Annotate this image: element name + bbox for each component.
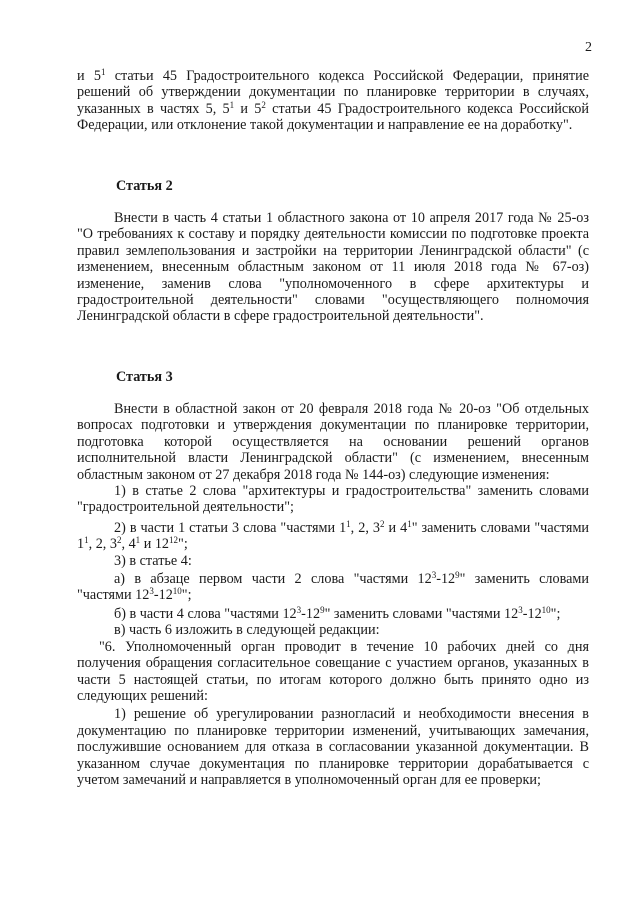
intro-paragraph: и $5^1$ статьи 45 Градостроительного кодекса Российской Федерации, принятие решений об утверждении документации по планировке территории в случаях, указанных в частях 5, $5^1$ и $5^2$ статьи 45 Градостроительного кодекса Российской Федерации, или отклонение такой документации и направление ее на доработку". — [77, 67, 590, 134]
article-3-heading: Статья 3 — [116, 369, 173, 385]
article-3-item-2: 2) в части 1 статьи 3 слова "частями $1^1$, 2, $3^2$ и $4^1$" заменить словами "частями $1^1$, 2, $3^2$, $4^1$ и $12^{12}$"; — [77, 518, 590, 553]
article-3-item-3c: в) часть 6 изложить в следующей редакции: — [114, 622, 380, 639]
article-2-heading: Статья 2 — [116, 178, 173, 194]
article-3-item-3b: б) в части 4 слова "частями $12^3-12^9$" заменить словами "частями $12^3-12^{10}$"; — [114, 604, 561, 622]
article-3-body — [77, 401, 589, 788]
article-3-quote-6-item-1: 1) решение об урегулировании разногласий и необходимости внесения в документацию по планировке территории изменений, учитывающих замечания, послужившие основанием для отказа в согласовании указанной документации. В указанном случае документация по планировке территории дорабатывается с учетом замечаний и направляется в уполномоченный орган для ее проверки; — [77, 706, 589, 788]
article-3-intro: Внести в областной закон от 20 февраля 2018 года № 20-оз "Об отдельных вопросах подготовки и утверждения документации по планировке территории, подготовка которой осуществляется на основании решений органов исполнительной власти Ленинградской области" (с изменением, внесенным областным законом от 27 декабря 2018 года № 144-оз) следующие изменения: — [77, 401, 589, 483]
article-2-paragraph: Внести в часть 4 статьи 1 областного закона от 10 апреля 2017 года № 25-оз "О требованиях к составу и порядку деятельности комиссии по подготовке проекта правил землепользования и застройки на территории Ленинградской области" (с изменением, внесенным областным законом от 11 июля 2018 года № 67-оз) изменение, заменив слова "уполномоченного в сфере архитектуры и градостроительной деятельности" словами "осуществляющего полномочия Ленинградской области в сфере градостроительной деятельности". — [77, 210, 589, 325]
article-3-item-1: 1) в статье 2 слова "архитектуры и градостроительства" заменить словами "градостроительной деятельности"; — [77, 483, 589, 516]
article-3-quote-6: "6. Уполномоченный орган проводит в течение 10 рабочих дней со дня получения обращения согласительное совещание с участием органов, указанных в части 5 настоящей статьи, по итогам которого должно быть принято одно из следующих решений: — [77, 638, 589, 704]
page-number: 2 — [585, 40, 592, 55]
article-3-item-3a: а) в абзаце первом части 2 слова "частями $12^3-12^9$" заменить словами "частями $12^3-12^{10}$"; — [77, 570, 589, 604]
article-3-item-3: 3) в статье 4: — [114, 552, 192, 569]
